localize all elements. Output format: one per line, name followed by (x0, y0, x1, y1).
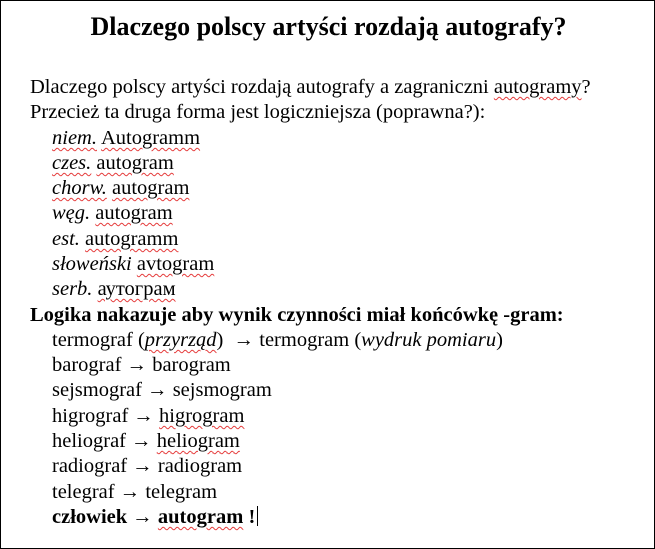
arrow-icon: → (233, 329, 255, 351)
pair-item: sejsmograf → sejsmogram (52, 379, 272, 401)
arrow-icon: → (147, 379, 168, 401)
pair-item: heliograf → heliogram (52, 430, 240, 452)
arrow-icon: → (126, 354, 148, 376)
language-item: węg. autogram (52, 202, 173, 224)
language-item: czes. autogram (52, 152, 174, 174)
spellcheck-word: autogramy (493, 76, 582, 98)
arrow-icon: → (131, 430, 152, 452)
logic-heading: Logika nakazuje aby wynik czynności miał końcówkę -gram: (30, 304, 564, 326)
pair-item: termograf (przyrząd) → termogram (wydruk pomiaru) (52, 329, 503, 351)
language-item: niem. Autogramm (52, 127, 201, 149)
pair-item: telegraf → telegram (52, 481, 218, 503)
arrow-icon: → (132, 506, 153, 528)
language-item: chorw. autogram (52, 177, 190, 199)
pair-item: radiograf → radiogram (52, 455, 243, 477)
language-item: est. autogramm (52, 228, 179, 250)
pair-item: higrograf → higrogram (52, 405, 245, 427)
pair-item-final: człowiek → autogram ! (52, 505, 258, 529)
intro-line-1: Dlaczego polscy artyści rozdają autografy a zagraniczni autogramy? (30, 76, 591, 98)
arrow-icon: → (119, 481, 141, 503)
page-title: Dlaczego polscy artyści rozdają autografy? (90, 12, 567, 41)
intro-line-2: Przecież ta druga forma jest logiczniejsza (poprawna?): (30, 101, 486, 123)
arrow-icon: → (132, 455, 153, 477)
intro-text: Dlaczego polscy artyści rozdają autografy a zagraniczni (30, 76, 494, 98)
language-item: słoweński avtogram (52, 253, 215, 275)
language-item: serb. аутограм (52, 278, 176, 300)
text-cursor (257, 506, 258, 526)
arrow-icon: → (133, 405, 154, 427)
pair-item: barograf → barogram (52, 354, 231, 376)
